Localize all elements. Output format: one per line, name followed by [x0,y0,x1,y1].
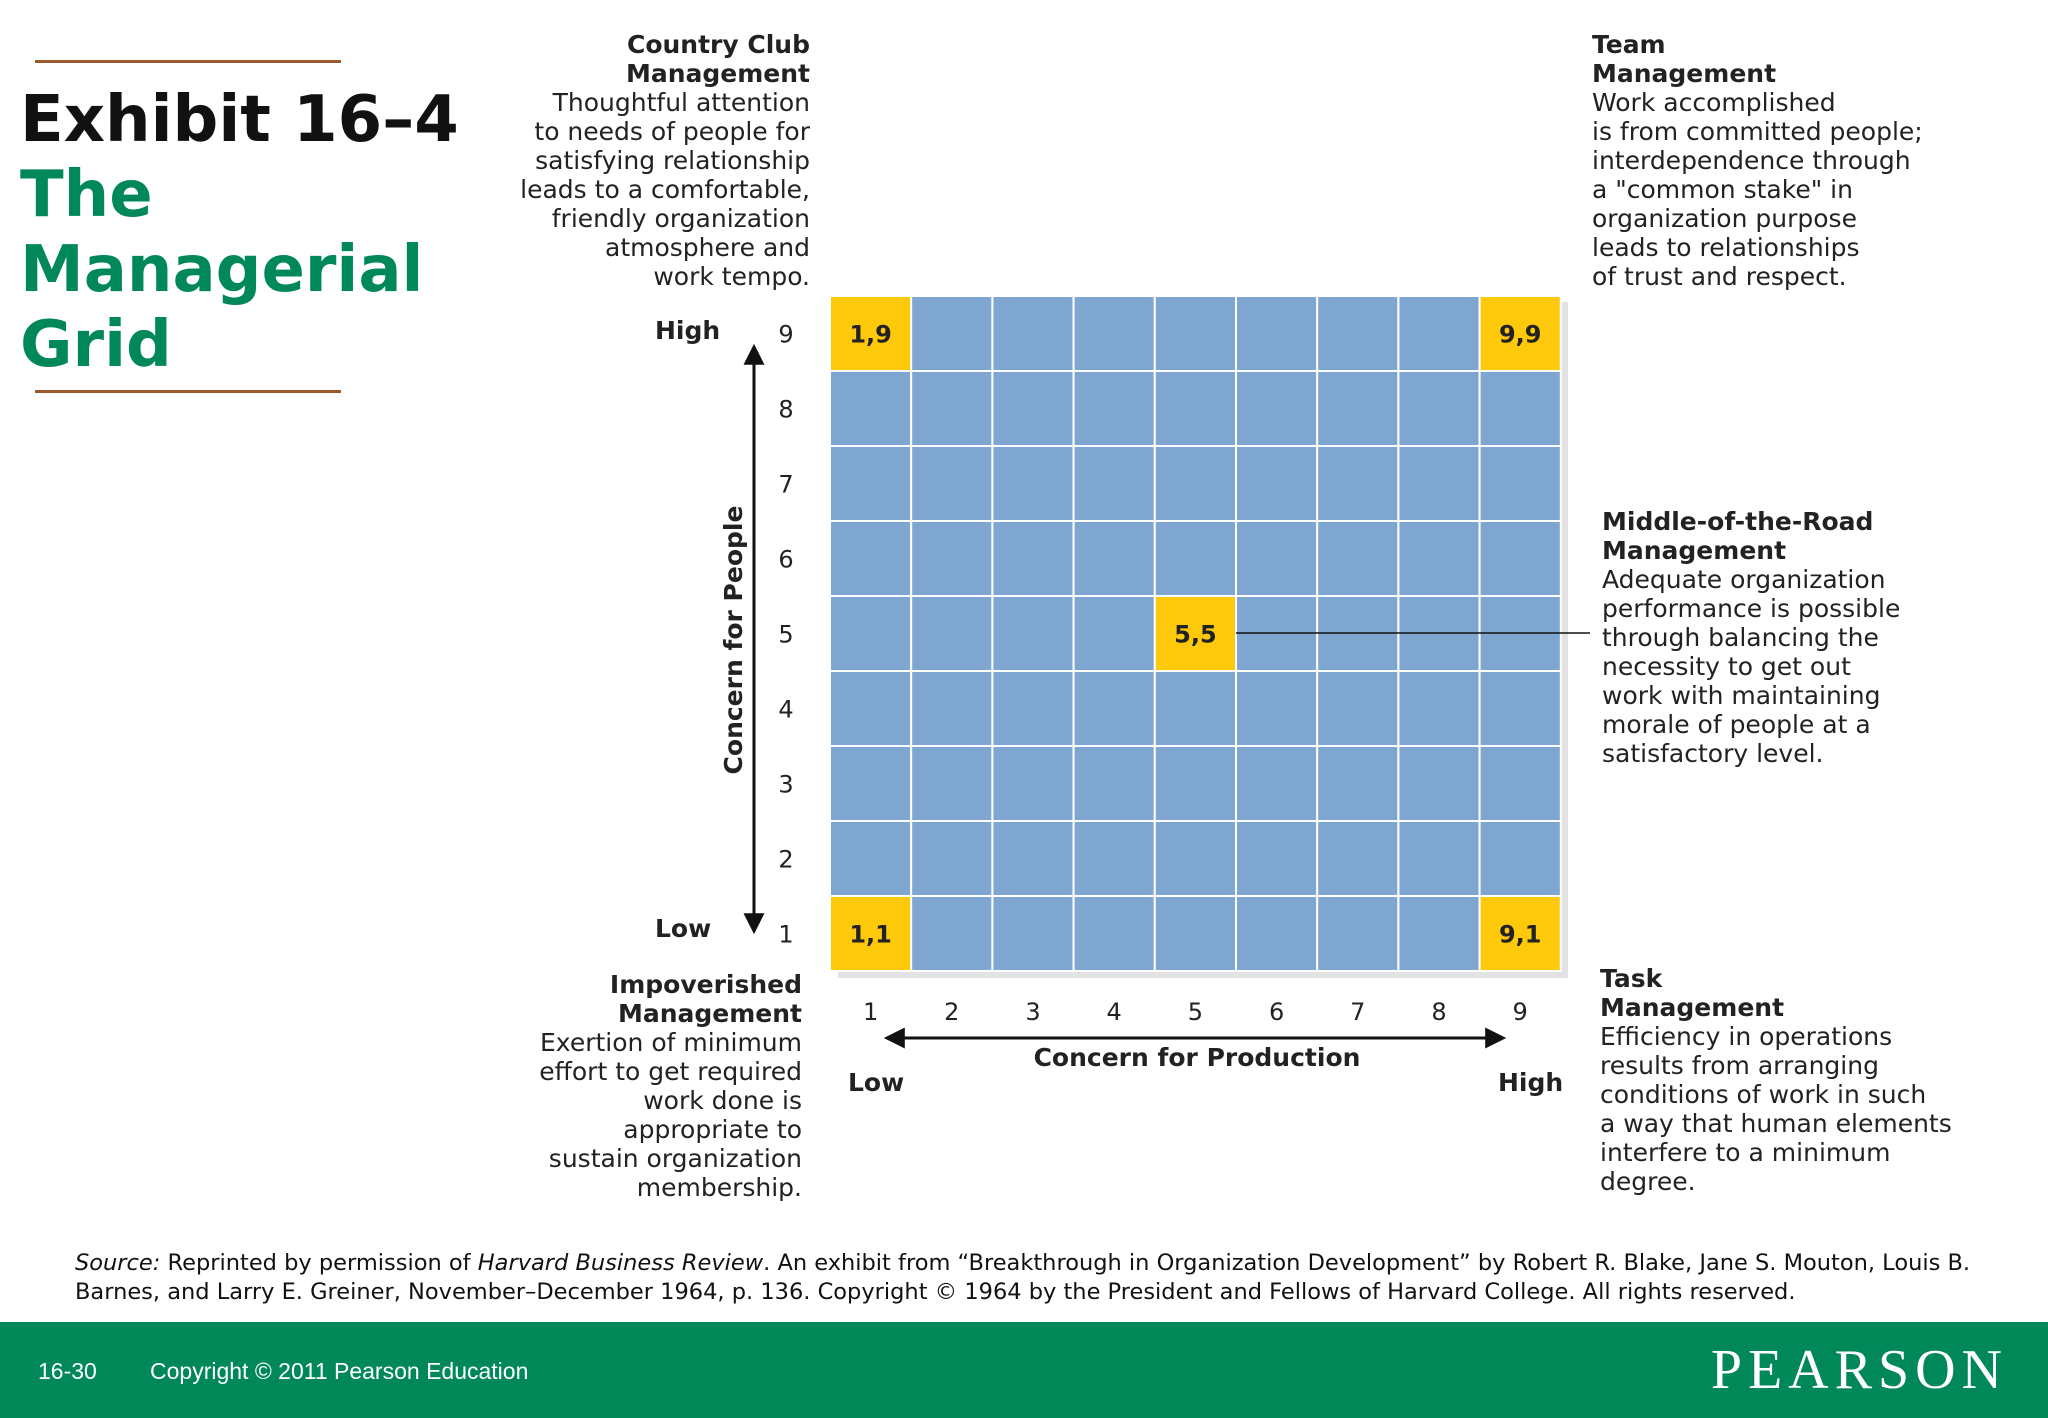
x-tick-label: 2 [944,998,960,1026]
y-axis-title: Concern for People [719,505,748,775]
grid-cell [1236,746,1317,821]
grid-cell [1155,746,1236,821]
grid-cell [911,896,992,971]
grid-cell [911,371,992,446]
impoverished-heading-1: Impoverished [609,970,802,999]
grid-cell [1480,446,1561,521]
impoverished-line: effort to get required [539,1057,802,1086]
middle-line: work with maintaining [1602,681,1881,710]
footer-bar [0,1322,2048,1418]
impoverished-line: work done is [643,1086,802,1115]
grid-cell [911,671,992,746]
grid-cell [1074,746,1155,821]
impoverished-line: membership. [636,1173,802,1202]
grid-cell [1236,821,1317,896]
grid-cell [1155,296,1236,371]
team-heading-2: Management [1592,59,1777,88]
grid-cell [1398,821,1479,896]
task-heading-2: Management [1600,993,1785,1022]
grid-cell [1074,296,1155,371]
grid-cell [1317,896,1398,971]
grid-cell [992,671,1073,746]
impoverished-line: Exertion of minimum [540,1028,802,1057]
grid-cell [830,596,911,671]
middle-line: satisfactory level. [1602,739,1824,768]
grid-cell [1398,521,1479,596]
grid-cell [911,821,992,896]
y-tick-label: 9 [778,320,794,349]
grid-cell [1317,821,1398,896]
grid-cell [1155,671,1236,746]
grid-cell [830,371,911,446]
task-heading-1: Task [1600,964,1663,993]
grid-cell [992,446,1073,521]
country-club-line: Thoughtful attention [552,88,810,117]
grid-cell [1074,371,1155,446]
slide-number: 16-30 [38,1358,97,1384]
x-tick-label: 6 [1268,998,1285,1026]
middle-heading-2: Management [1602,536,1787,565]
grid-cell [1236,296,1317,371]
y-tick-label: 5 [778,620,794,649]
grid-cell [1317,671,1398,746]
x-axis-low-label: Low [848,1068,905,1097]
grid-cell [911,296,992,371]
task-line: conditions of work in such [1600,1080,1927,1109]
cell-label-9-1: 9,1 [1498,920,1542,949]
footer-copyright: Copyright © 2011 Pearson Education [150,1358,529,1384]
grid-cell [992,371,1073,446]
task-line: degree. [1600,1167,1696,1196]
grid-cell [911,746,992,821]
grid-cell [992,521,1073,596]
grid-cell [1398,296,1479,371]
grid-cell [992,746,1073,821]
grid-cell [911,596,992,671]
pearson-logo: PEARSON [1710,1339,2008,1401]
cell-label-9-9: 9,9 [1498,320,1542,349]
country-club-line: leads to a comfortable, [520,175,810,204]
grid-cell [1480,371,1561,446]
source-text-1: Reprinted by permission of [160,1250,478,1276]
grid-cell [911,521,992,596]
middle-line: performance is possible [1602,594,1901,623]
grid-cell [1398,446,1479,521]
country-club-heading-1: Country Club [626,30,810,59]
grid-cell [992,821,1073,896]
country-club-line: work tempo. [653,262,810,291]
middle-line: Adequate organization [1602,565,1886,594]
source-label: Source: [75,1250,161,1276]
middle-line: morale of people at a [1602,710,1871,739]
grid-cell [830,746,911,821]
y-tick-label: 1 [778,920,794,949]
source-publication: Harvard Business Review [477,1250,764,1276]
middle-heading-1: Middle-of-the-Road [1602,507,1874,536]
y-tick-label: 2 [778,845,794,874]
grid-cell [911,446,992,521]
y-tick-label: 6 [778,545,794,574]
team-line: is from committed people; [1592,117,1923,146]
team-line: organization purpose [1592,204,1857,233]
grid-cell [1236,371,1317,446]
grid-cell [830,446,911,521]
grid-cell [830,671,911,746]
team-line: leads to relationships [1592,233,1860,262]
x-tick-label: 4 [1106,998,1122,1026]
grid-cell [1155,821,1236,896]
y-tick-label: 3 [778,770,794,799]
y-axis-high-label: High [655,316,721,345]
country-club-line: atmosphere and [605,233,810,262]
impoverished-line: appropriate to [623,1115,802,1144]
x-tick-label: 3 [1025,998,1041,1026]
team-line: a "common stake" in [1592,175,1853,204]
grid-cell [992,296,1073,371]
x-axis-high-label: High [1498,1068,1564,1097]
team-heading-1: Team [1592,30,1666,59]
x-tick-label: 1 [862,998,879,1026]
cell-label-1-9: 1,9 [849,320,892,349]
country-club-line: friendly organization [551,204,810,233]
country-club-line: satisfying relationship [535,146,810,175]
impoverished-heading-2: Management [617,999,802,1028]
cell-label-1-1: 1,1 [849,920,892,949]
grid-cell [1317,521,1398,596]
grid-cell [1074,821,1155,896]
cell-label-5-5: 5,5 [1174,620,1217,649]
country-club-line: to needs of people for [534,117,810,146]
grid-cell [1074,446,1155,521]
grid-cell [1480,821,1561,896]
middle-line: through balancing the [1602,623,1879,652]
grid-cell [830,521,911,596]
grid-cell [1317,446,1398,521]
grid-cell [1317,371,1398,446]
grid-cell [1155,446,1236,521]
grid-cell [1236,896,1317,971]
grid-cell [1480,521,1561,596]
country-club-heading-2: Management [625,59,810,88]
team-line: Work accomplished [1592,88,1836,117]
x-tick-label: 5 [1187,998,1204,1026]
grid-cell [1317,296,1398,371]
team-line: interdependence through [1592,146,1911,175]
x-tick-label: 8 [1431,998,1447,1026]
grid-cell [992,596,1073,671]
team-line: of trust and respect. [1592,262,1847,291]
exhibit-number: Exhibit 16–4 [20,83,459,157]
grid-cell [1398,896,1479,971]
task-line: a way that human elements [1600,1109,1952,1138]
source-text-2: . An exhibit from “Breakthrough in Organization Development” by Robert R. Blake, Jane S. Mouton, Louis B. Barnes, and Larry E. Greiner, November–December 1964, p. 136. Copyright © 1964 by the President and Fellows of Harvard College. All rights reserved. [75,1250,1971,1305]
grid-cell [1074,596,1155,671]
grid-cell [1074,671,1155,746]
y-tick-label: 8 [778,395,794,424]
source-citation [75,1249,2025,1307]
x-axis-title: Concern for Production [1033,1043,1361,1072]
grid-cell [1155,521,1236,596]
x-tick-label: 9 [1512,998,1528,1026]
middle-line: necessity to get out [1602,652,1851,681]
grid-cell [1317,746,1398,821]
exhibit-title: The Managerial Grid [20,158,424,382]
y-axis-low-label: Low [655,914,712,943]
grid-cell [830,821,911,896]
grid-cell [1236,446,1317,521]
task-line: Efficiency in operations [1600,1022,1893,1051]
grid-cell [1398,671,1479,746]
task-line: results from arranging [1600,1051,1879,1080]
grid-cell [1480,746,1561,821]
grid-cell [992,896,1073,971]
grid-cell [1074,521,1155,596]
y-tick-label: 4 [778,695,794,724]
impoverished-line: sustain organization [548,1144,802,1173]
y-tick-label: 7 [778,470,794,499]
grid-cell [1074,896,1155,971]
grid-cell [1398,371,1479,446]
x-tick-label: 7 [1350,998,1366,1026]
grid-cell [1398,746,1479,821]
grid-cell [1236,671,1317,746]
grid-cell [1480,671,1561,746]
grid-cell [1155,371,1236,446]
grid-cell [1155,896,1236,971]
grid-cell [1236,521,1317,596]
task-line: interfere to a minimum [1600,1138,1891,1167]
